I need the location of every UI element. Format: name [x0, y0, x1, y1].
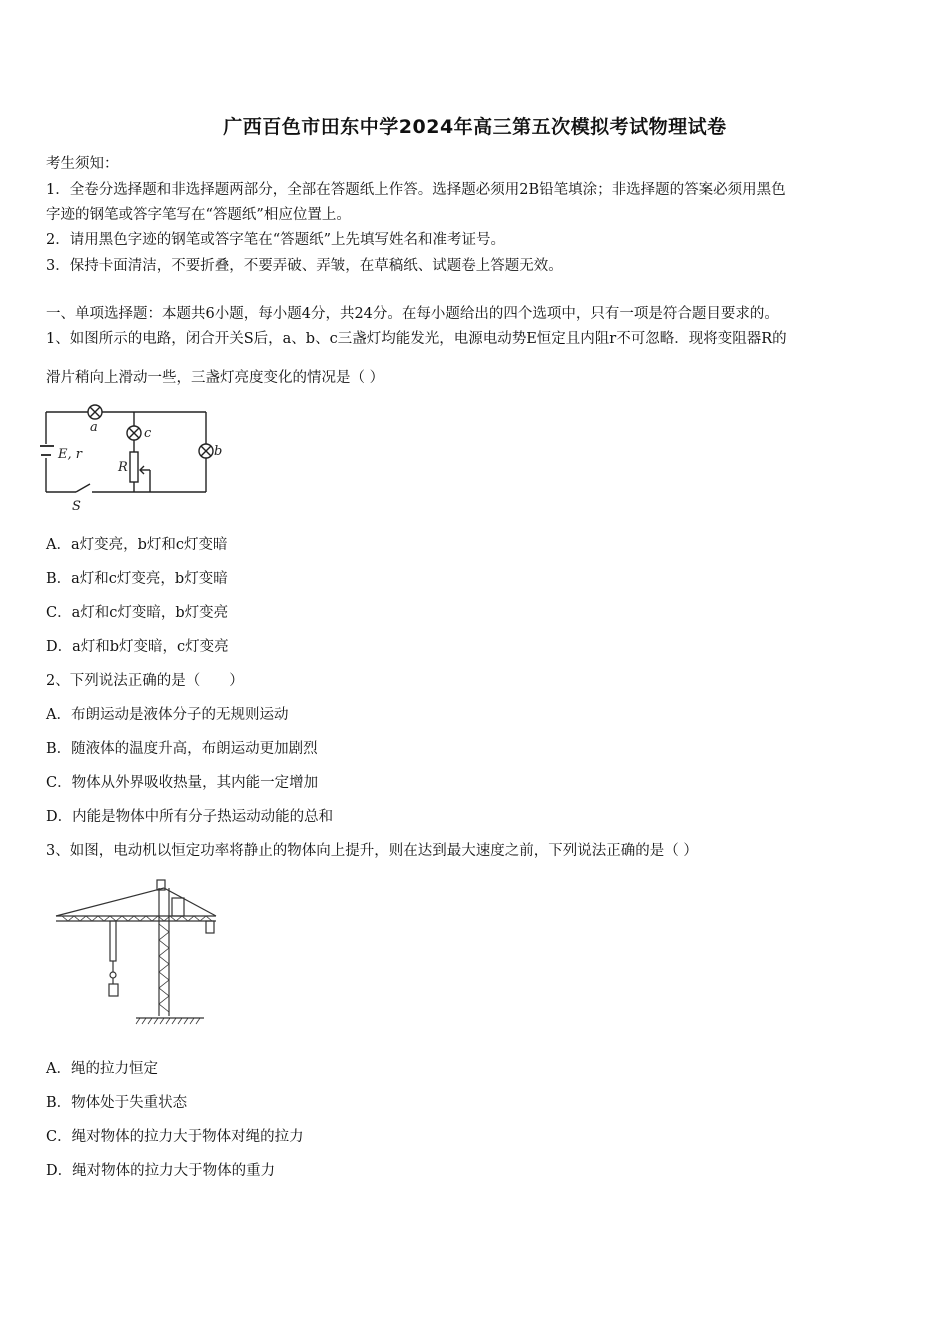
question-2-option-c: C．物体从外界吸收热量，其内能一定增加	[46, 775, 319, 791]
question-2-stem: 2、下列说法正确的是（ ）	[46, 673, 244, 689]
question-3-option-b: B．物体处于失重状态	[46, 1095, 188, 1111]
question-3-option-d: D．绳对物体的拉力大于物体的重力	[46, 1163, 276, 1179]
question-1-stem: 1、如图所示的电路，闭合开关S后，a、b、c三盏灯均能发光，电源电动势E恒定且内阻r不可忽略．现将变阻器R的	[46, 331, 787, 347]
label-switch: S	[72, 499, 81, 514]
label-lamp-a: a	[90, 420, 98, 435]
label-lamp-b: b	[214, 444, 223, 459]
question-3-option-a: A．绳的拉力恒定	[46, 1061, 158, 1077]
label-resistor: R	[118, 460, 128, 475]
circuit-diagram	[40, 400, 240, 516]
question-3-stem: 3、如图，电动机以恒定功率将静止的物体向上提升，则在达到最大速度之前，下列说法正确的是（ ）	[46, 843, 698, 859]
question-1-option-b: B．a灯和c灯变亮，b灯变暗	[46, 571, 228, 587]
question-2-option-d: D．内能是物体中所有分子热运动动能的总和	[46, 809, 334, 825]
notice-item: 字迹的钢笔或答字笔写在“答题纸”相应位置上。	[46, 207, 351, 223]
label-source: E, r	[58, 447, 82, 462]
notice-heading: 考生须知：	[46, 156, 119, 172]
notice-item: 3．保持卡面清洁，不要折叠，不要弄破、弄皱，在草稿纸、试题卷上答题无效。	[46, 258, 563, 274]
question-1-option-d: D．a灯和b灯变暗，c灯变亮	[46, 639, 229, 655]
page-title: 广西百色市田东中学2024年高三第五次模拟考试物理试卷	[223, 116, 727, 138]
question-3-option-c: C．绳对物体的拉力大于物体对绳的拉力	[46, 1129, 304, 1145]
question-2-option-b: B．随液体的温度升高，布朗运动更加剧烈	[46, 741, 318, 757]
question-2-option-a: A．布朗运动是液体分子的无规则运动	[46, 707, 289, 723]
notice-item: 1．全卷分选择题和非选择题两部分，全部在答题纸上作答。选择题必须用2B铅笔填涂；非选择题的答案必须用黑色	[46, 182, 786, 198]
label-lamp-c: c	[144, 426, 152, 441]
question-1-option-c: C．a灯和c灯变暗，b灯变亮	[46, 605, 229, 621]
question-1-stem: 滑片稍向上滑动一些，三盏灯亮度变化的情况是（ ）	[46, 370, 385, 386]
crane-diagram	[54, 876, 224, 1026]
section-heading: 一、单项选择题：本题共6小题，每小题4分，共24分。在每小题给出的四个选项中，只有一项是符合题目要求的。	[46, 306, 779, 322]
notice-item: 2．请用黑色字迹的钢笔或答字笔在“答题纸”上先填写姓名和准考证号。	[46, 232, 506, 248]
question-1-option-a: A．a灯变亮，b灯和c灯变暗	[46, 537, 228, 553]
